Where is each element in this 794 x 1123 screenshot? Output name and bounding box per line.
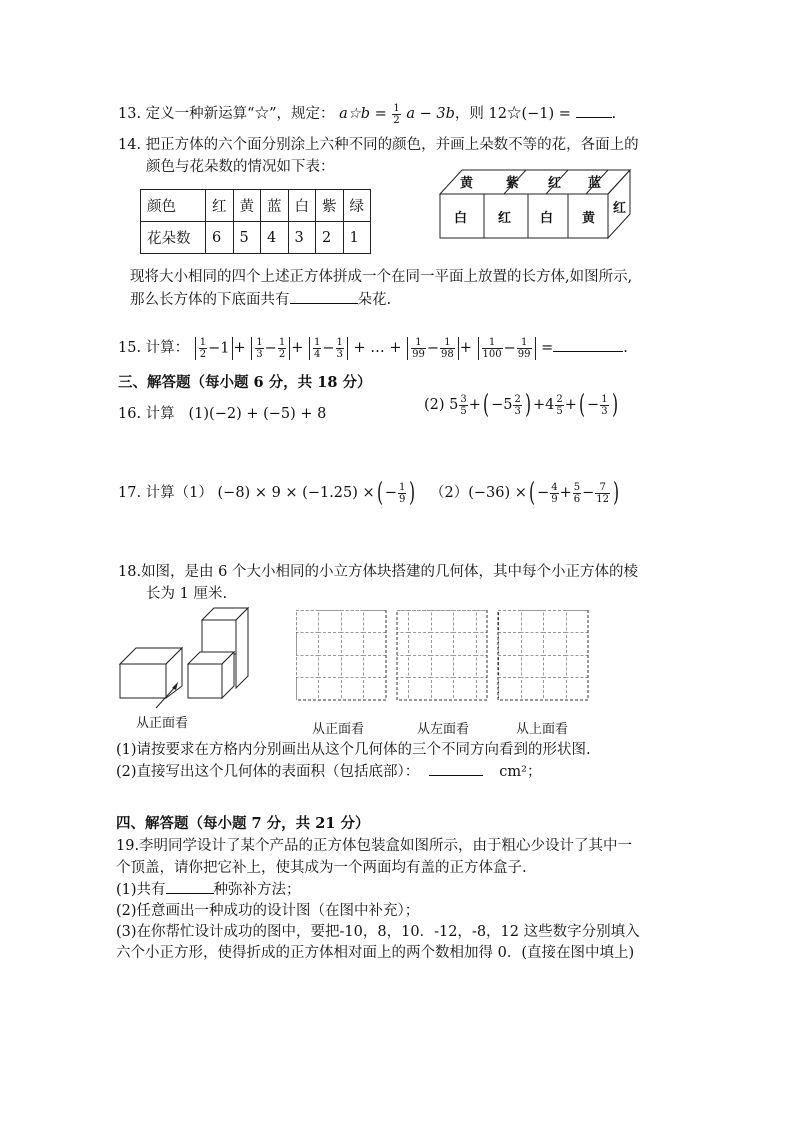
question-16: 16. 计算 (1)(−2) + (−5) + 8 xyxy=(118,406,327,422)
grid-caption-top: 从上面看 xyxy=(516,722,569,737)
table-cell: 紫 xyxy=(316,190,344,222)
table-cell: 5 xyxy=(233,222,261,254)
question-18-line2: 长为 1 厘米. xyxy=(146,586,228,602)
front-view-caption: 从正面看 xyxy=(136,716,189,731)
table-row xyxy=(141,190,371,222)
view-grids[interactable] xyxy=(296,610,592,702)
question-18-line1: 18.如图，是由 6 个大小相同的小立方体块搭建的几何体，其中每个小正方体的棱 xyxy=(118,564,639,580)
question-14-line3: 现将大小相同的四个上述正方体拼成一个在同一平面上放置的长方体,如图所示, xyxy=(130,269,633,285)
table-cell: 3 xyxy=(288,222,316,254)
question-15: 15. 计算： $\frac{1}{2}$ −1 + $\frac{1}{3}$ − $\frac{1}{2}$ + $\frac{1}{4}$ − $\frac{1}{3}$ + … + $\frac{1}{99}$ − $\frac{1}{98}$ + $\frac{1}{100}$ − $\frac{1}{99}$ = . xyxy=(118,336,628,360)
table-cell: 白 xyxy=(288,190,316,222)
question-14-line2: 颜色与花朵数的情况如下表： xyxy=(146,159,335,175)
answer-blank[interactable] xyxy=(553,337,623,352)
question-17: 17. 计算（1） (−8) × 9 × (−1.25) ×( − $\frac{1}{9}$ ) xyxy=(118,478,416,508)
table-cell: 6 xyxy=(206,222,234,254)
table-row xyxy=(141,222,371,254)
question-14-line4: 那么长方体的下底面共有 朵花. xyxy=(130,288,391,309)
question-13: 13. 定义一种新运算“☆”，规定： a☆b = $\frac{1}{2}$ a − 3b，则 12☆(−1) = . xyxy=(118,102,617,126)
question-18-sub2: (2)直接写出这个几何体的表面积（包括底部）： cm²； xyxy=(116,760,541,781)
top-label: 红 xyxy=(548,176,562,191)
grid-top[interactable] xyxy=(498,610,588,700)
question-16-part2: (2) 5 $\frac{3}{5}$ +( −5 $\frac{2}{3}$ ) +4 $\frac{2}{5}$ +( − $\frac{1}{3}$ ) xyxy=(424,390,618,420)
front-label: 红 xyxy=(498,211,512,226)
question-19-line1: 19.李明同学设计了某个产品的正方体包装盒如图所示，由于粗心少设计了其中一 xyxy=(116,838,633,854)
top-label: 黄 xyxy=(460,176,474,191)
table-cell: 颜色 xyxy=(141,190,206,222)
cube-structure-figure xyxy=(116,604,256,712)
answer-blank[interactable] xyxy=(576,103,612,118)
color-flower-table xyxy=(140,189,371,254)
section-4-heading: 四、解答题（每小题 7 分，共 21 分） xyxy=(116,815,370,832)
question-18-sub1: (1)请按要求在方格内分别画出从这个几何体的三个不同方向看到的形状图. xyxy=(116,742,591,758)
question-19-sub4: 六个小正方形，使得折成的正方体相对面上的两个数相加得 0．(直接在图中填上) xyxy=(116,945,635,961)
table-cell: 绿 xyxy=(343,190,371,222)
grid-caption-front: 从正面看 xyxy=(312,722,365,737)
answer-blank[interactable] xyxy=(290,289,358,304)
grid-caption-left: 从左面看 xyxy=(417,722,470,737)
question-19-sub3: (3)在你帮忙设计成功的图中，要把-10，8，10．-12，-8，12 这些数字分别填入 xyxy=(116,924,640,940)
question-19-sub2: (2)任意画出一种成功的设计图（在图中补充）； xyxy=(116,903,420,919)
table-cell: 黄 xyxy=(233,190,261,222)
side-label: 红 xyxy=(613,201,627,216)
table-cell: 1 xyxy=(343,222,371,254)
top-label: 蓝 xyxy=(588,176,602,191)
question-17-part2: （2）(−36) ×( − $\frac{4}{9}$ + $\frac{5}{6}$ − $\frac{7}{12}$ ) xyxy=(430,478,620,508)
front-label: 白 xyxy=(454,211,468,226)
grid-front[interactable] xyxy=(296,610,386,700)
question-19-sub1: (1)共有 种弥补方法； xyxy=(116,878,301,899)
fraction: $\frac{1}{2}$ xyxy=(393,102,400,126)
table-cell: 花朵数 xyxy=(141,222,206,254)
table-cell: 2 xyxy=(316,222,344,254)
question-19-line2: 个顶盖，请你把它补上，使其成为一个两面均有盖的正方体盒子. xyxy=(116,860,527,876)
answer-blank[interactable] xyxy=(166,879,214,894)
table-cell: 红 xyxy=(206,190,234,222)
top-label: 紫 xyxy=(506,176,520,191)
answer-blank[interactable] xyxy=(429,761,483,776)
table-cell: 蓝 xyxy=(261,190,289,222)
grid-left[interactable] xyxy=(397,610,487,700)
section-3-heading: 三、解答题（每小题 6 分，共 18 分） xyxy=(118,374,372,391)
table-cell: 4 xyxy=(261,222,289,254)
front-label: 白 xyxy=(540,211,554,226)
question-14-line1: 14. 把正方体的六个面分别涂上六种不同的颜色，并画上朵数不等的花，各面上的 xyxy=(118,137,639,153)
front-label: 黄 xyxy=(582,211,596,226)
cuboid-figure xyxy=(436,164,636,242)
